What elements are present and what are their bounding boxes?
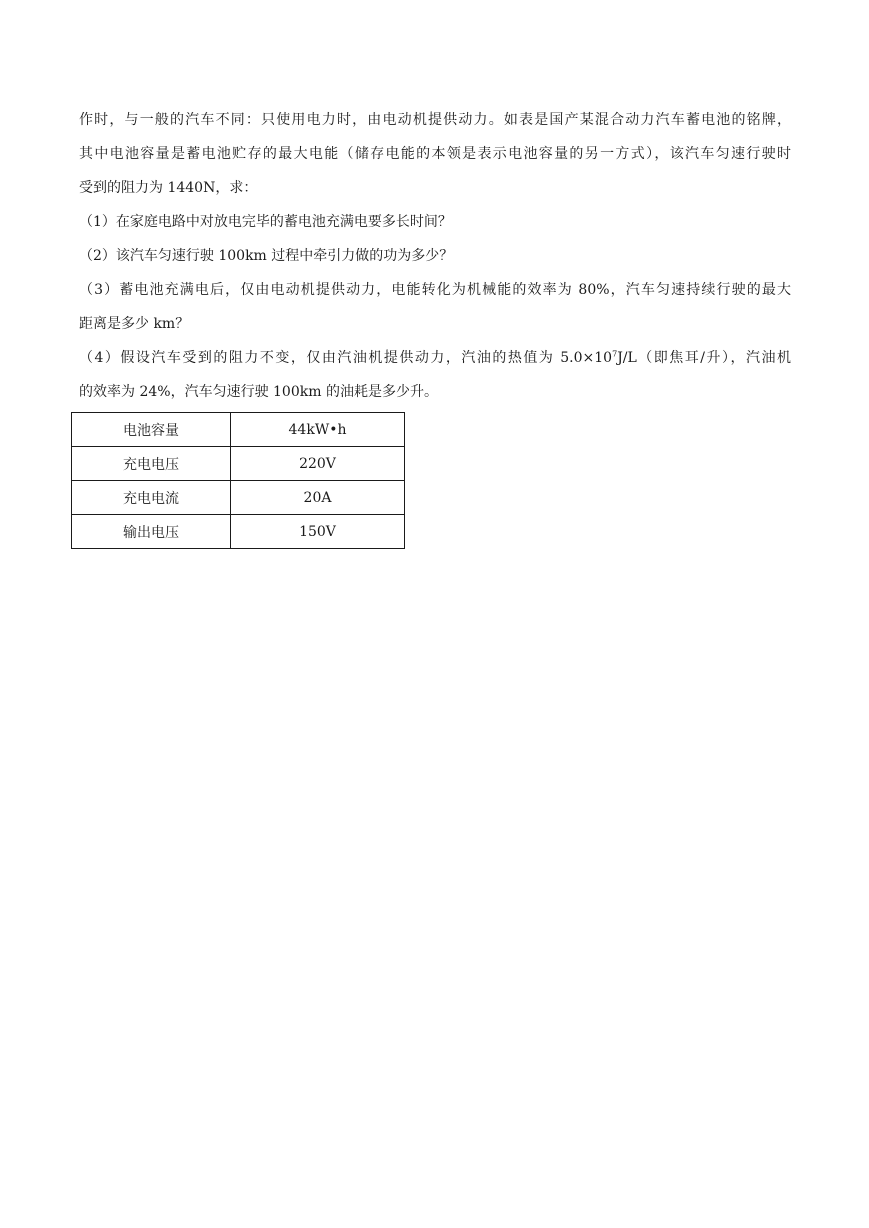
table-cell-label: 电池容量 xyxy=(72,413,231,447)
question-1: （1）在家庭电路中对放电完毕的蓄电池充满电要多长时间？ xyxy=(79,214,452,230)
question-4-line-1 xyxy=(79,341,791,375)
question-4-text-post: J/L（即焦耳/升），汽油机 xyxy=(617,350,791,366)
battery-spec-table xyxy=(71,412,405,549)
intro-line-1: 作时，与一般的汽车不同：只使用电力时，由电动机提供动力。如表是国产某混合动力汽车蓄电池的铭牌， xyxy=(79,112,791,128)
question-2: （2）该汽车匀速行驶 100km 过程中牵引力做的功为多少？ xyxy=(79,248,454,264)
table-row xyxy=(72,481,405,515)
table-cell-value: 44kW•h xyxy=(231,413,405,447)
question-3-line-1: （3）蓄电池充满电后，仅由电动机提供动力，电能转化为机械能的效率为 80%，汽车匀速持续行驶的最大 xyxy=(79,282,791,298)
table-cell-label: 输出电压 xyxy=(72,515,231,549)
table-cell-label: 充电电流 xyxy=(72,481,231,515)
question-4-line-2: 的效率为 24%，汽车匀速行驶 100km 的油耗是多少升。 xyxy=(79,384,438,400)
intro-line-3: 受到的阻力为 1440N，求： xyxy=(79,180,258,196)
problem-text xyxy=(79,103,791,409)
question-4-exponent: 7 xyxy=(612,349,618,359)
table-row xyxy=(72,447,405,481)
table-cell-label: 充电电压 xyxy=(72,447,231,481)
table-cell-value: 20A xyxy=(231,481,405,515)
table-row xyxy=(72,413,405,447)
question-4-text-pre: （4）假设汽车受到的阻力不变，仅由汽油机提供动力，汽油的热值为 5.0×10 xyxy=(79,350,613,366)
intro-line-2: 其中电池容量是蓄电池贮存的最大电能（储存电能的本领是表示电池容量的另一方式），该汽车匀速行驶时 xyxy=(79,146,791,162)
table-cell-value: 220V xyxy=(231,447,405,481)
question-3-line-2: 距离是多少 km？ xyxy=(79,316,190,332)
table-row xyxy=(72,515,405,549)
table-cell-value: 150V xyxy=(231,515,405,549)
